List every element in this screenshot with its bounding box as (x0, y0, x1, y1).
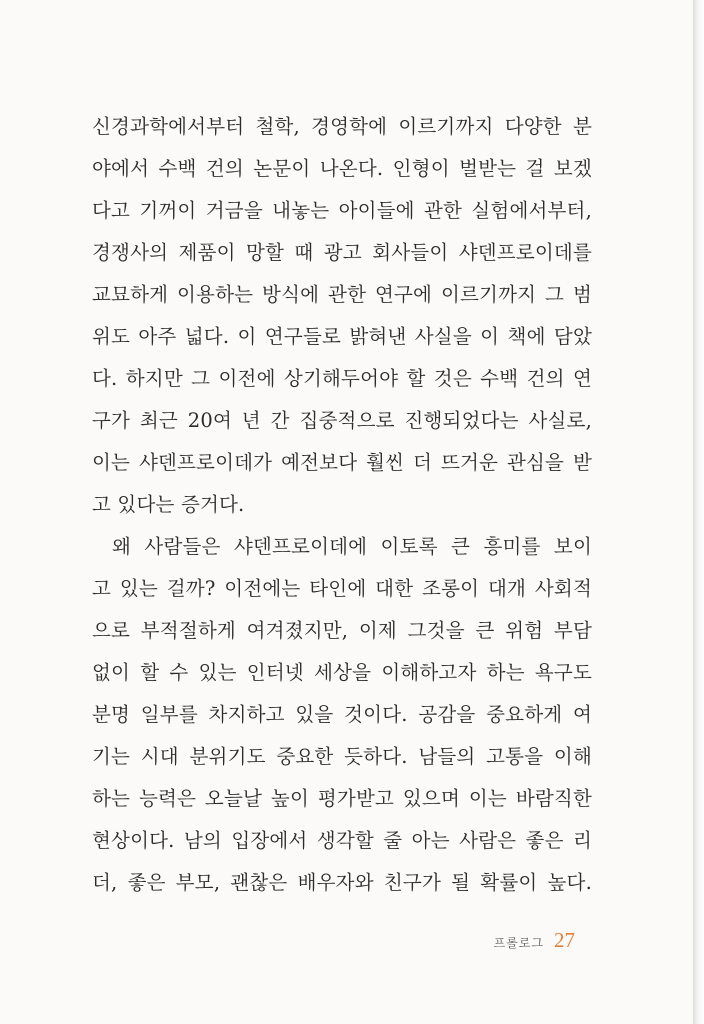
paragraph-line: 경쟁사의 제품이 망할 때 광고 회사들이 샤덴프로이데를 (92, 241, 592, 264)
paragraph-line: 하는 능력은 오늘날 높이 평가받고 있으며 이는 바람직한 (92, 787, 592, 810)
paragraph-1 (92, 106, 592, 526)
paragraph-line: 다고 기꺼이 거금을 내놓는 아이들에 관한 실험에서부터, (92, 199, 592, 222)
paragraph-line: 교묘하게 이용하는 방식에 관한 연구에 이르기까지 그 범 (92, 283, 592, 306)
paragraph-line: 분명 일부를 차지하고 있을 것이다. 공감을 중요하게 여 (92, 703, 592, 726)
paragraph-line: 현상이다. 남의 입장에서 생각할 줄 아는 사람은 좋은 리 (92, 829, 592, 852)
running-title: 프롤로그 (493, 936, 544, 950)
paragraph-line: 위도 아주 넓다. 이 연구들로 밝혀낸 사실을 이 책에 담았 (92, 325, 592, 348)
paragraph-line: 더, 좋은 부모, 괜찮은 배우자와 친구가 될 확률이 높다. (92, 871, 592, 894)
paragraph-line: 없이 할 수 있는 인터넷 세상을 이해하고자 하는 욕구도 (92, 661, 592, 684)
paragraph-line: 신경과학에서부터 철학, 경영학에 이르기까지 다양한 분 (92, 115, 592, 138)
paragraph-line: 고 있는 걸까? 이전에는 타인에 대한 조롱이 대개 사회적 (92, 577, 592, 600)
paragraph-line: 기는 시대 분위기도 중요한 듯하다. 남들의 고통을 이해 (92, 745, 592, 768)
paragraph-2 (92, 526, 592, 904)
page-edge-shadow (693, 0, 704, 1024)
paragraph-line: 이는 샤덴프로이데가 예전보다 훨씬 더 뜨거운 관심을 받 (92, 451, 592, 474)
paragraph-line: 왜 사람들은 샤덴프로이데에 이토록 큰 흥미를 보이 (112, 535, 592, 558)
page-footer (494, 928, 575, 953)
body-text (92, 106, 592, 904)
paragraph-line: 고 있다는 증거다. (92, 493, 245, 516)
paragraph-line: 으로 부적절하게 여겨졌지만, 이제 그것을 큰 위험 부담 (92, 619, 592, 642)
paragraph-line: 구가 최근 20여 년 간 집중적으로 진행되었다는 사실로, (92, 409, 592, 432)
paragraph-line: 야에서 수백 건의 논문이 나온다. 인형이 벌받는 걸 보겠 (92, 157, 592, 180)
page-number: 27 (554, 928, 575, 952)
paragraph-line: 다. 하지만 그 이전에 상기해두어야 할 것은 수백 건의 연 (92, 367, 592, 390)
